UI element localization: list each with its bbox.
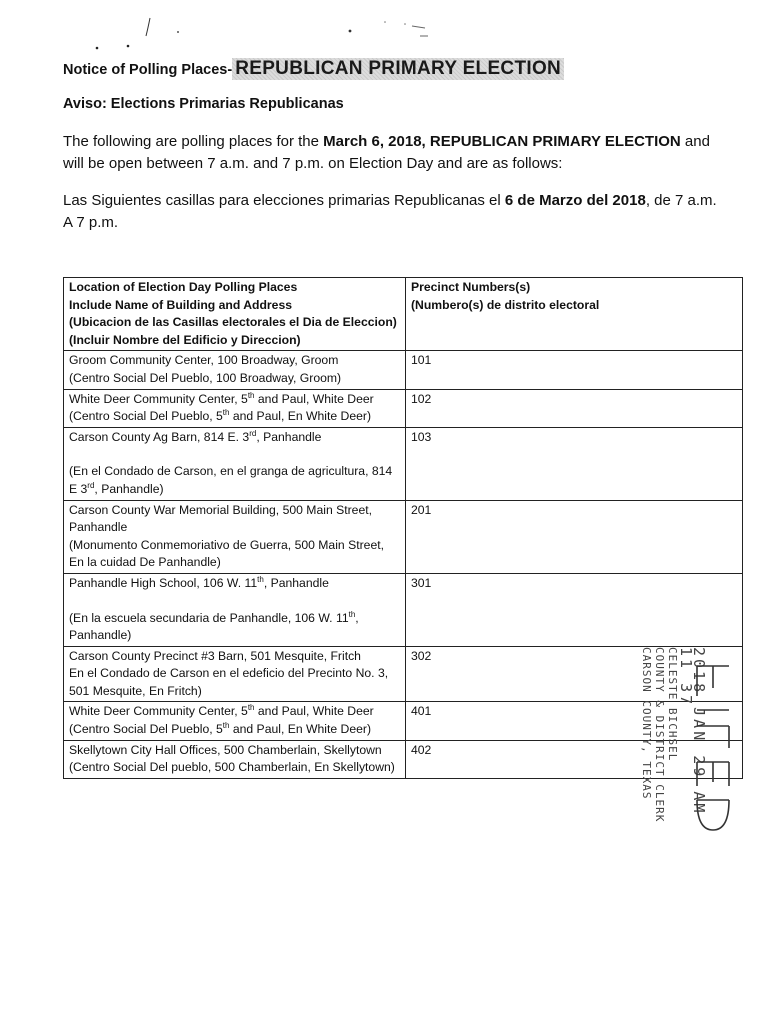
location-cell: Carson County Precinct #3 Barn, 501 Mesquite, Fritch En el Condado de Carson en el edeficio del Precinto No. 3, 501 Mesquite, En Fritch) (64, 646, 406, 702)
precinct-cell: 201 (406, 500, 743, 573)
intro-spanish: Las Siguientes casillas para elecciones primarias Republicanas el 6 de Marzo del 2018, de 7 a.m. A 7 p.m. (63, 192, 717, 231)
header-location: Location of Election Day Polling Places Include Name of Building and Address (Ubicacion de las Casillas electorales el Dia de Eleccion) (Incluir Nombre del Edificio y Direccion) (64, 278, 406, 351)
precinct-cell: 102 (406, 389, 743, 427)
precinct-cell: 401 (406, 702, 743, 740)
location-cell: Panhandle High School, 106 W. 11th, Panhandle (En la escuela secundaria de Panhandle, 106 W. 11th, Panhandle) (64, 573, 406, 646)
location-cell: Groom Community Center, 100 Broadway, Groom (Centro Social Del Pueblo, 100 Broadway, Groom) (64, 351, 406, 389)
stamp-county: CARSON COUNTY, TEXAS (640, 647, 653, 800)
precinct-cell: 101 (406, 351, 743, 389)
precinct-cell: 302 (406, 646, 743, 702)
stamp-clerk-name: CELESTE BICHSEL (666, 647, 679, 762)
stamp-clerk-title: COUNTY & DISTRICT CLERK (653, 647, 666, 823)
location-cell: White Deer Community Center, 5th and Paul, White Deer (Centro Social Del Pueblo, 5th and Paul, En White Deer) (64, 389, 406, 427)
table-header-row (64, 278, 743, 351)
intro-english: The following are polling places for the March 6, 2018, REPUBLICAN PRIMARY ELECTION and will be open between 7 a.m. and 7 p.m. on Election Day and are as follows: (63, 133, 710, 172)
location-cell: Carson County Ag Barn, 814 E. 3rd, Panhandle (En el Condado de Carson, en el granga de agricultura, 814 E 3rd, Panhandle) (64, 427, 406, 500)
table-row (64, 573, 743, 646)
location-cell: Carson County War Memorial Building, 500 Main Street, Panhandle (Monumento Conmemoriativo de Guerra, 500 Main Street, En la cuidad De Panhandle) (64, 500, 406, 573)
title-highlight: REPUBLICAN PRIMARY ELECTION (232, 58, 564, 80)
title-prefix: Notice of Polling Places- (63, 62, 233, 78)
notice-title (63, 58, 564, 80)
precinct-cell: 402 (406, 740, 743, 778)
table-row (64, 427, 743, 500)
aviso-heading: Aviso: Elections Primarias Republicanas (63, 96, 344, 112)
table-row (64, 351, 743, 389)
stamp-date: 2018 JAN 29 AM 11 37 (677, 647, 708, 816)
table-row (64, 389, 743, 427)
header-precinct: Precinct Numbers(s) (Numbero(s) de distrito electoral (406, 278, 743, 351)
filed-stamp-word (693, 658, 733, 838)
table-row (64, 500, 743, 573)
location-cell: White Deer Community Center, 5th and Paul, White Deer (Centro Social Del Pueblo, 5th and Paul, En White Deer) (64, 702, 406, 740)
location-cell: Skellytown City Hall Offices, 500 Chamberlain, Skellytown (Centro Social Del pueblo, 500 Chamberlain, En Skellytown) (64, 740, 406, 778)
scan-specks (0, 0, 770, 60)
precinct-cell: 103 (406, 427, 743, 500)
precinct-cell: 301 (406, 573, 743, 646)
